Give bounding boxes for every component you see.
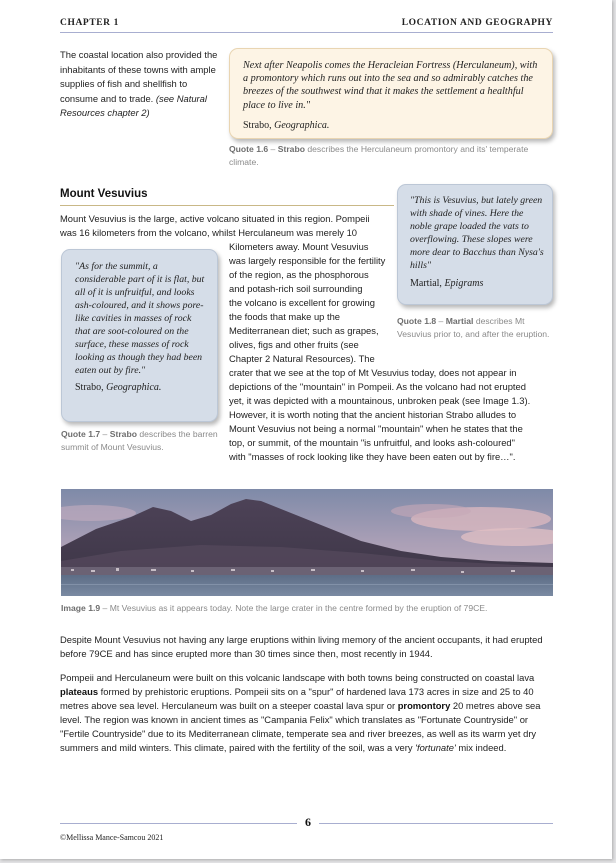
quote-1-8-attribution: Martial, Epigrams [410, 278, 484, 290]
image-1-9-caption: Image 1.9 – Mt Vesuvius as it appears today. Note the large crater in the centre formed by the eruption of 79CE. [61, 603, 488, 613]
text-line: was largely responsible for the fertility [229, 255, 386, 266]
quote-1-8-card [397, 184, 553, 305]
copyright: ©Mellissa Mance-Samcou 2021 [60, 833, 164, 842]
section-label: LOCATION AND GEOGRAPHY [401, 18, 553, 28]
vesuvius-paragraph-column [229, 240, 399, 366]
quote-1-7-text: "As for the summit, a considerable part of it is flat, but all of it is unfruitful, and looks ash-coloured, and it shows pore-like cavities in masses of rock that are soot-coloured on the surface, these masses of rock looking as though they had been eaten out by fire." [75, 261, 205, 376]
vesuvius-photo [61, 489, 553, 596]
text-line: crater that we see at the top of Mt Vesuvius today, does not appear in [229, 367, 517, 378]
vesuvius-paragraph-wide [229, 366, 555, 464]
text-line: was 16 kilometers from the volcano, whilst Herculaneum was merely 10 [60, 227, 357, 238]
quote-1-6-caption: Quote 1.6 – Strabo describes the Herculaneum promontory and its' temperate climate. [229, 144, 529, 167]
chapter-label: CHAPTER 1 [60, 18, 119, 28]
text-line: depictions of the "mountain" in Pompeii. As the volcano had not erupted [229, 381, 526, 392]
quote-1-7-caption: Quote 1.7 – Strabo describes the barren summit of Mount Vesuvius. [61, 429, 218, 452]
text-line: Mount Vesuvius not being a normal "mountain" when he states that the [229, 423, 523, 434]
vesuvius-paragraph-top [60, 212, 400, 240]
intro-paragraph [60, 48, 218, 121]
page-number: 6 [305, 815, 311, 829]
text-line: Kilometers away. Mount Vesuvius [229, 241, 369, 252]
section-heading-rule [60, 205, 394, 206]
quote-1-7-card [61, 249, 218, 422]
text-line: Mediterranean diet; such as grapes, [229, 325, 379, 336]
text-line: olives, figs and other fruits (see [229, 339, 359, 350]
eruptions-paragraph: Despite Mount Vesuvius not having any large eruptions within living memory of the ancient occupants, it had erupted before 79CE and has since erupted more than 30 times since then, most recently in 1944. [60, 634, 543, 659]
header-rule [60, 32, 553, 33]
text-line: of the region, as the phosphorous [229, 269, 369, 280]
text-line: Mount Vesuvius is the large, active volcano situated in this region. Pompeii [60, 213, 370, 224]
text-line: with "masses of rock looking like they have been eaten out by fire…". [229, 451, 516, 462]
text-line: the foods that make up the [229, 311, 341, 322]
quote-1-7-attribution: Strabo, Geographica. [75, 382, 162, 393]
landscape-paragraph: Pompeii and Herculaneum were built on this volcanic landscape with both towns being constructed on coastal lava plateaus formed by prehistoric eruptions. Pompeii sits on a "spur" of hardened lava 173 acres in size and 25 to 40 metres above sea level. Herculaneum was built on a steeper coastal lava spur or promontory 20 metres above sea level. The region was known in ancient times as "Campania Felix" which translates as "Fortunate Countryside" or "Fertile Countryside" due to its Mediterranean climate, temperate sea and river breezes, as well as its warm yet dry summers and mild winters. This climate, paired with the fertility of the soil, was a very 'fortunate' mix indeed. [60, 672, 541, 753]
section-heading: Mount Vesuvius [60, 188, 148, 200]
vesuvius-photo-graphic [61, 489, 553, 596]
text-line: top, or summit, of the mountain "is unfruitful, and looks ash-coloured" [229, 437, 515, 448]
text-line: yet, it was depicted with a mountainous, unbroken peak (see Image 1.3). [229, 395, 531, 406]
footer-rule-left [60, 823, 297, 824]
intro-text: The coastal location also provided the inhabitants of these towns with ample supplies of fish and shellfish to consume and to trade. [60, 49, 218, 104]
text-line: the volcano is excellent for growing [229, 297, 375, 308]
quote-1-6-text: Next after Neapolis comes the Heracleian Fortress (Herculaneum), with a promontory which runs out into the sea and so admirably catches the breezes of the southwest wind that it makes the settlement a healthful place to live in." [243, 60, 538, 111]
quote-1-6-card [229, 48, 553, 139]
text-line: and potash-rich soil surrounding [229, 283, 363, 294]
quote-1-6-attribution: Strabo, Geographica. [243, 119, 330, 131]
text-line: Chapter 2 Natural Resources). The [229, 353, 375, 364]
quote-1-8-text: "This is Vesuvius, but lately green with shade of vines. Here the noble grape loaded the vats to overflowing. These slopes were more dear to Bacchus than Nysa's hills" [410, 195, 544, 271]
intro-reference: (see Natural Resources chapter 2) [60, 92, 207, 118]
text-line: However, it is worth noting that the ancient historian Strabo alludes to [229, 409, 517, 420]
quote-1-8-caption: Quote 1.8 – Martial describes Mt Vesuvius prior to, and after the eruption. [397, 316, 550, 339]
footer-rule-right [319, 823, 553, 824]
